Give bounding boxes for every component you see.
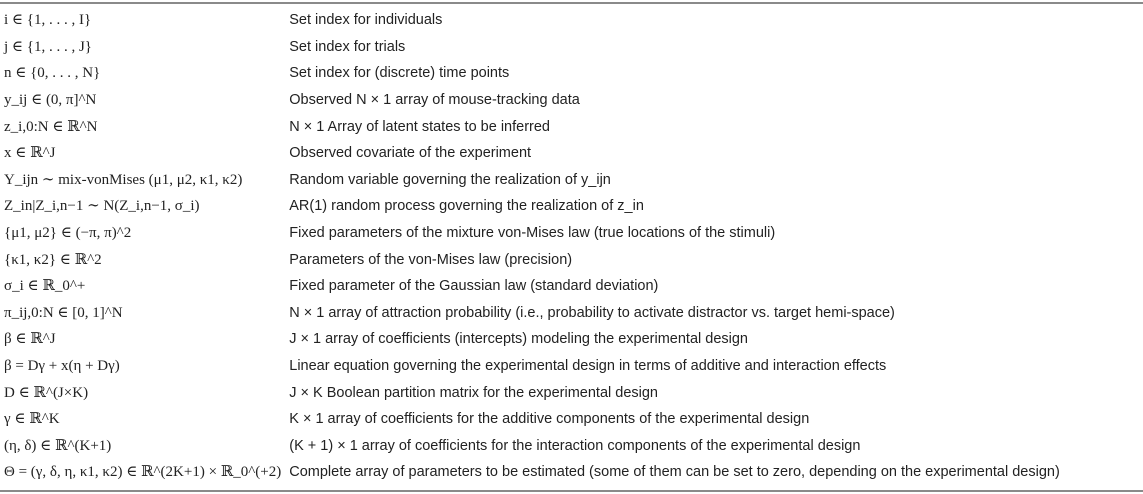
table-bottom-rule xyxy=(0,490,1143,492)
symbol-cell: σ_i ∈ ℝ_0^+ xyxy=(4,278,86,295)
notation-table-body xyxy=(0,7,1143,486)
symbol-cell: Z_in|Z_i,n−1 ∼ N(Z_i,n−1, σ_i) xyxy=(4,198,200,215)
table-row xyxy=(0,273,1143,300)
symbol-cell: x ∈ ℝ^J xyxy=(4,145,56,162)
table-row xyxy=(0,459,1143,486)
description-cell: Parameters of the von-Mises law (precision) xyxy=(289,251,573,268)
description-cell: Observed covariate of the experiment xyxy=(289,145,532,162)
table-row xyxy=(0,406,1143,433)
description-cell: N × 1 Array of latent states to be inferred xyxy=(289,118,550,135)
table-row xyxy=(0,326,1143,353)
symbol-cell: β ∈ ℝ^J xyxy=(4,331,56,348)
table-row xyxy=(0,167,1143,194)
table-top-rule xyxy=(0,2,1143,4)
description-cell: (K + 1) × 1 array of coefficients for the interaction components of the experimental design xyxy=(289,437,861,454)
description-cell: AR(1) random process governing the realization of z_in xyxy=(289,198,644,215)
symbol-cell: n ∈ {0, . . . , N} xyxy=(4,65,101,82)
table-row xyxy=(0,433,1143,460)
symbol-cell: j ∈ {1, . . . , J} xyxy=(4,38,93,55)
table-row xyxy=(0,140,1143,167)
symbol-cell: y_ij ∈ (0, π]^N xyxy=(4,92,97,109)
table-row xyxy=(0,7,1143,34)
description-cell: K × 1 array of coefficients for the additive components of the experimental design xyxy=(289,411,810,428)
description-cell: Fixed parameter of the Gaussian law (standard deviation) xyxy=(289,278,659,295)
symbol-cell: D ∈ ℝ^(J×K) xyxy=(4,384,89,401)
table-row xyxy=(0,193,1143,220)
description-cell: J × K Boolean partition matrix for the experimental design xyxy=(289,384,658,401)
description-cell: Observed N × 1 array of mouse-tracking data xyxy=(289,92,580,109)
symbol-cell: (η, δ) ∈ ℝ^(K+1) xyxy=(4,437,112,454)
symbol-cell: Θ = (γ, δ, η, κ1, κ2) ∈ ℝ^(2K+1) × ℝ_0^(+2) xyxy=(4,464,282,481)
description-cell: Set index for trials xyxy=(289,38,406,55)
symbol-cell: {μ1, μ2} ∈ (−π, π)^2 xyxy=(4,225,132,242)
description-cell: N × 1 array of attraction probability (i.e., probability to activate distractor vs. target hemi-space) xyxy=(289,304,895,321)
symbol-cell: γ ∈ ℝ^K xyxy=(4,411,60,428)
description-cell: Complete array of parameters to be estimated (some of them can be set to zero, depending on the experimental design) xyxy=(289,464,1060,481)
description-cell: Fixed parameters of the mixture von-Mises law (true locations of the stimuli) xyxy=(289,225,776,242)
table-row xyxy=(0,220,1143,247)
table-row xyxy=(0,60,1143,87)
symbol-cell: Y_ijn ∼ mix-vonMises (μ1, μ2, κ1, κ2) xyxy=(4,171,243,188)
description-cell: Set index for individuals xyxy=(289,12,443,29)
symbol-cell: z_i,0:N ∈ ℝ^N xyxy=(4,118,98,135)
symbol-cell: β = Dγ + x(η + Dγ) xyxy=(4,358,120,375)
table-row xyxy=(0,113,1143,140)
symbol-cell: i ∈ {1, . . . , I} xyxy=(4,12,92,29)
table-row xyxy=(0,87,1143,114)
table-row xyxy=(0,300,1143,327)
symbol-cell: {κ1, κ2} ∈ ℝ^2 xyxy=(4,251,102,268)
symbol-cell: π_ij,0:N ∈ [0, 1]^N xyxy=(4,304,123,321)
table-row xyxy=(0,246,1143,273)
table-row xyxy=(0,34,1143,61)
description-cell: Linear equation governing the experimental design in terms of additive and interaction effects xyxy=(289,358,887,375)
description-cell: Set index for (discrete) time points xyxy=(289,65,510,82)
description-cell: Random variable governing the realization of y_ijn xyxy=(289,171,611,188)
table-row xyxy=(0,379,1143,406)
table-row xyxy=(0,353,1143,380)
description-cell: J × 1 array of coefficients (intercepts) modeling the experimental design xyxy=(289,331,748,348)
